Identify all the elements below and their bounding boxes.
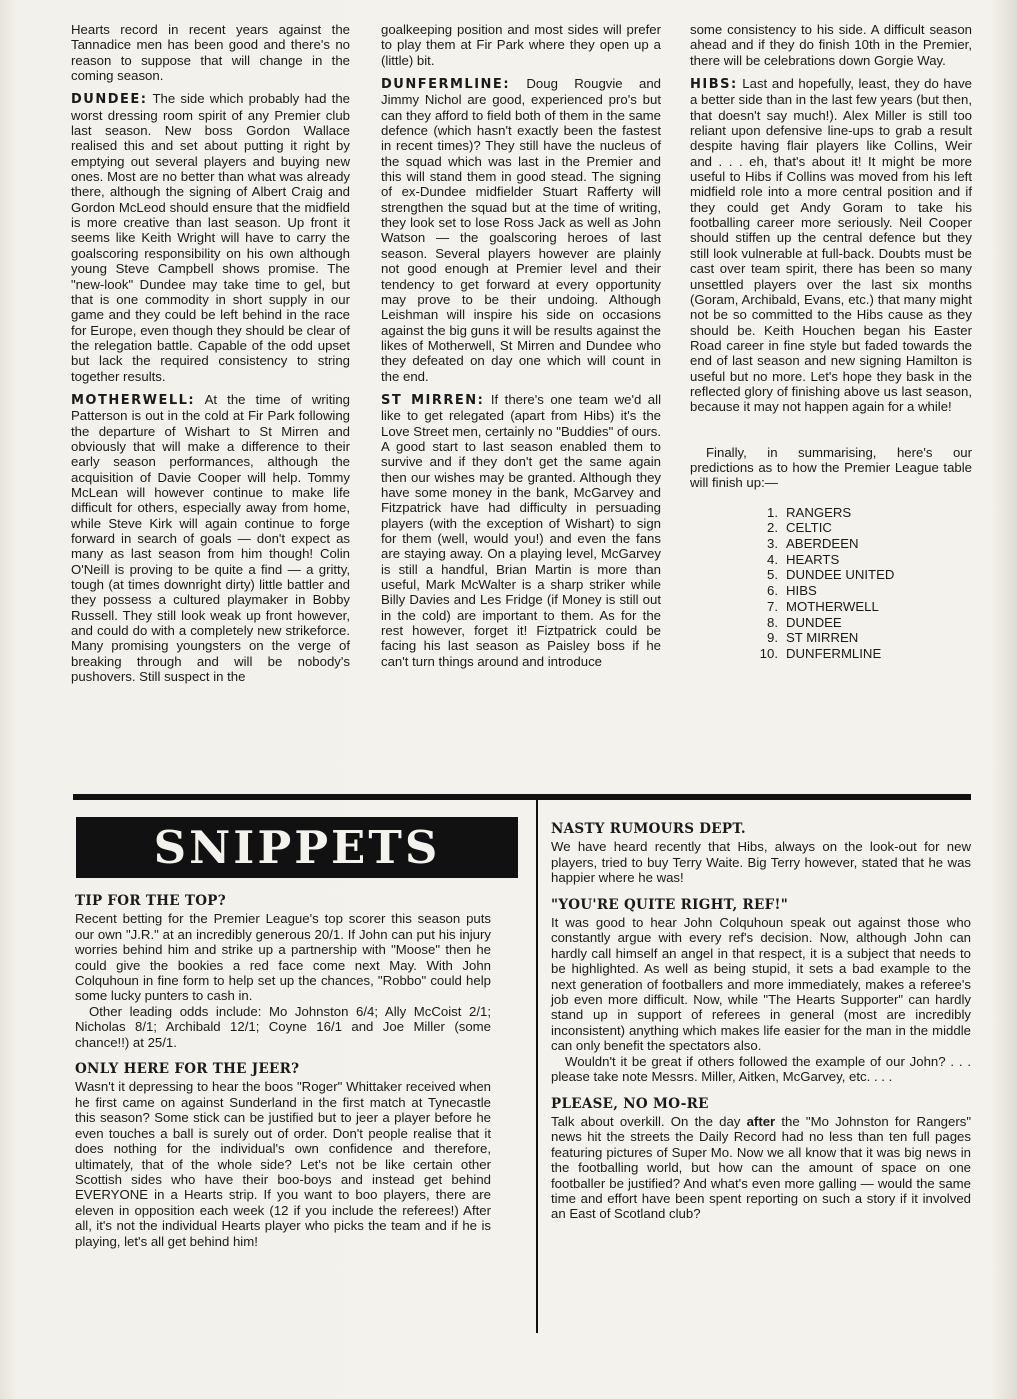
snippet-text: We have heard recently that Hibs, always on the look-out for new players, tried to buy Terry Waite. Big Terry however, stated that he was happier where he was! [551,839,971,886]
position: 1. [767,504,778,520]
team: HEARTS [786,551,840,567]
snippet-text: Wasn't it depressing to hear the boos "Roger" Whittaker received when he first came on against Sunderland in the first match at Tynecastle this season? Some stick can be justified but to jeer a player before he even touches a ball is surely out of order. Don't people realise that it does nothing for the individual's own confidence and therefore, ultimately, that of the whole side? Let's not be like certain other Scottish sides who have their boo-boys and instead get behind EVERYONE in a Hearts strip. If you want to boo players, there are eleven in opposition each week (12 if you include the referees!) After all, it's not the individual Hearts player who picks the team and if he is playing, let's all get behind him! [75,1079,491,1249]
league-prediction-table [750,505,972,662]
team: DUNFERMLINE [786,645,882,661]
hibs-text: Last and hopefully, least, they do have a better side than in the last few years (but then, that doesn't say much!). Alex Miller is still too reliant upon defensive line-ups to grab a result despite having flair players like Collins, Weir and . . . eh, that's about it! It might be more useful to Hibs if Collins was moved from his left midfield role into a more central position and if they could get Andy Goram to take his footballing career more seriously. Neil Cooper should stiffen up the central defence but they still look vulnerable at full-back. Doubts must be cast over team spirit, there has been so many unsettled players over the last six months (Goram, Archibald, Evans, etc.) that many might not be so committed to the Hibs cause as they should be. Keith Houchen began his Easter Road career in fine style but faded towards the end of last season and new signing Hamilton is useful but no more. Let's hope they bask in the reflected glory of finishing above us last season, because it may not happen again for a while! [690,76,972,415]
position: 7. [767,598,778,614]
section-heading-hibs: HIBS: [690,77,738,93]
snippet-text: Other leading odds include: Mo Johnston 6/4; Ally McCoist 2/1; Nicholas 8/1; Archibald 12/1; Coyne 16/1 and Joe Miller (some chance!!) at 25/1. [75,1003,491,1050]
column-3 [690,22,972,662]
table-row [750,599,972,615]
snippet-heading-jeer: ONLY HERE FOR THE JEER? [75,1061,300,1078]
team: DUNDEE UNITED [786,567,895,583]
motherwell-text: At the time of writing Patterson is out in the cold at Fir Park following the departure of Wishart to St Mirren and obviously that will make a difference to their early season performances, although the acquisition of Davie Cooper will help. Tommy McLean will however continue to make life difficult for others, especially away from home, while Steve Kirk will again continue to forge forward in search of goals — don't expect as many as last season from him though! Colin O'Neill is proving to be quite a find — a gritty, tough (at times downright dirty) little battler and they possess a cultured playmaker in Bobby Russell. They still look weak up front however, and could do with a completely new strikeforce. Many promising youngsters on the verge of breaking through and will be nobody's pushovers. Still suspect in the [71,391,351,685]
table-row [750,536,972,552]
stmirren-text: If there's one team we'd all like to get relegated (apart from Hibs) it's the Love Street men, certainly no "Buddies" of ours. A good start to last season enabled them to survive and if they don't get the same again then our wishes may be granted. Although they have some money in the bank, McGarvey and Fitzpatrick have had difficulty in persuading players (with the exception of Wishart) to sign for them (well, would you!) and even the fans are staying away. On a playing level, McGarvey is still a handful, Brian Martin is more than useful, Mark McWalter is a sharp striker while Billy Davies and Les Fridge (if Money is still out in the cold) are important to them. As for the rest however, forget it! Fiztpatrick could be facing his last season as Paisley boss if he can't turn things around and introduce [381,391,662,669]
motherwell-section [71,392,350,685]
table-row [750,520,972,536]
column-1 [71,22,350,684]
snippet-heading-nasty: NASTY RUMOURS DEPT. [551,821,746,837]
snippet-text: Wouldn't it be great if others followed the example of our John? . . . please take note Messrs. Miller, Aitken, McGarvey, etc. . . . [551,1053,971,1085]
snippet-text [551,1114,971,1222]
position: 5. [767,567,778,583]
section-heading-motherwell: MOTHERWELL: [71,392,196,408]
table-row [750,583,972,599]
table-row [750,505,972,521]
paragraph: goalkeeping position and most sides will prefer to play them at Fir Park where they open up a (little) bit. [381,22,661,68]
section-heading-dunfermline: DUNFERMLINE: [381,77,511,93]
snippets-left-column [75,894,491,1249]
team: CELTIC [786,520,832,536]
team: MOTHERWELL [786,598,879,614]
text-run: the "Mo Johnston for Rangers" news hit the streets the Daily Record had no less than ten full pages featuring pictures of Super Mo. Now we all know that it was big news in the footballing world, but how can the amount of space on one footballer be justified? And what's even more galling — would the same time and effort have been spent reporting on such a story if it involved an East of Scotland club? [551,1113,972,1222]
dunfermline-text: Doug Rougvie and Jimmy Nichol are good, experienced pro's but can they afford to field both of them in the same defence (which hasn't exactly been the fastest in recent times)? They still have the nucleus of the squad which was last in the Premier and this will stand them in good stead. The signing of ex-Dundee midfielder Stuart Rafferty will strengthen the squad but at the time of writing, they look set to lose Ross Jack as well as John Watson — the goalscoring heroes of last season. Several players however are plainly not good enough at Premier level and their tendency to get forward at every opportunity may prove to be their undoing. Although Leishman will inspire his side on occasions against the big guns it will be results against the likes of Motherwell, St Mirren and Dundee who they defeated on day one which will count in the end. [381,76,661,384]
paragraph: Hearts record in recent years against the Tannadice men has been good and there's no reason to suppose that will change in the coming season. [71,22,350,84]
vertical-divider [536,800,538,1333]
table-row [750,646,972,662]
hibs-section [690,76,972,415]
snippet-heading-ref: "YOU'RE QUITE RIGHT, REF!" [551,896,789,913]
table-row [750,567,972,583]
dundee-section [71,91,350,384]
snippets-banner: SNIPPETS [76,817,518,878]
team: ABERDEEN [786,536,859,552]
horizontal-divider [73,794,971,800]
table-row [750,552,972,568]
section-heading-st-mirren: ST MIRREN: [381,392,485,408]
position: 6. [767,583,778,599]
text-run: Talk about overkill. On the day [551,1113,747,1129]
table-row [750,630,972,646]
table-row [750,615,972,631]
emphasis: after [746,1113,776,1129]
team: DUNDEE [786,614,842,630]
team: HIBS [786,583,817,599]
snippets-right-column [551,822,971,1222]
stmirren-section [381,392,661,669]
dunfermline-section [381,76,661,384]
position: 9. [767,630,778,646]
dundee-text: The side which probably had the worst dressing room spirit of any Premier club last season. New boss Gordon Wallace realised this and set about putting it right by emptying out several players and buying new ones. Most are no better than what was already there, although the signing of Albert Craig and Gordon McLeod should ensure that the midfield is more creative than last season. Up front it seems like Keith Wright will have to carry the goalscoring responsibility on his own although young Steve Campbell shows promise. The "new-look" Dundee may take time to gel, but that is one commodity in short supply in our game and they could be left behind in the race for Europe, even though they should be clear of the relegation battle. Capable of the odd upset but lack the required consistency to string together results. [71,91,350,384]
position: 8. [767,614,778,630]
section-heading-dundee: DUNDEE: [71,92,148,108]
snippet-text: It was good to hear John Colquhoun speak out against those who constantly argue with every ref's decision. Now, although John can hardly call himself an angel in that respect, it is a subject that needs to be highlighted. As well as being stupid, it sets a bad example to the next generation of footballers and more immediately, makes a referee's job even more difficult. Now, while "The Hearts Supporter" can hardly stand up in support of referees in general (most are incredibly inconsistent) anything which makes life easier for the man in the middle can only benefit the spectators also. [551,915,971,1054]
position: 2. [767,520,778,536]
paragraph: some consistency to his side. A difficult season ahead and if they do finish 10th in the Premier, there will be celebrations down Gorgie Way. [690,22,972,68]
position: 10. [759,645,778,661]
snippet-heading-tip: TIP FOR THE TOP? [75,893,226,909]
team: ST MIRREN [786,630,859,646]
team: RANGERS [786,504,852,520]
position: 3. [767,536,778,552]
position: 4. [767,551,778,567]
column-2 [381,22,661,669]
snippet-text: Recent betting for the Premier League's top scorer this season puts our own "J.R." at an incredibly generous 20/1. If John can put his injury worries behind him and strike up a partnership with "Moose" then he could give the bookies a red face come next May. With John Colquhoun in fine form to help set up the chances, "Robbo" could help some lucky punters to cash in. [75,911,491,1004]
snippet-heading-more: PLEASE, NO MO-RE [551,1095,709,1112]
summary-intro: Finally, in summarising, here's our predictions as to how the Premier League table will finish up:— [690,444,972,491]
